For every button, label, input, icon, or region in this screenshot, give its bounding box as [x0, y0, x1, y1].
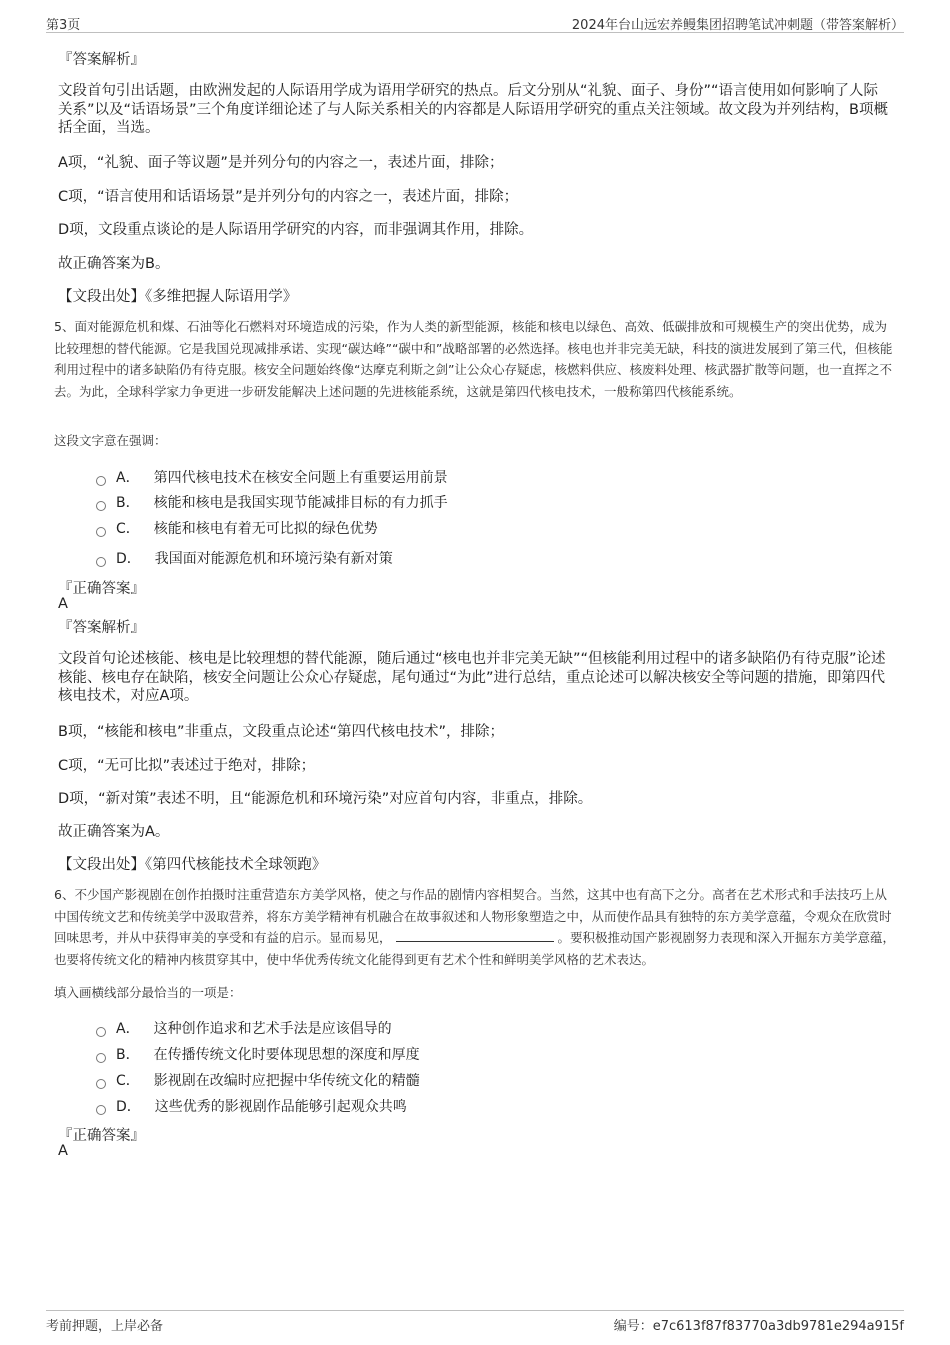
q6-answer-label: 『正确答案』	[58, 1128, 145, 1144]
q5-prompt: 这段文字意在强调：	[54, 433, 167, 448]
radio-icon[interactable]	[96, 557, 106, 567]
q6-question-text	[54, 884, 899, 970]
q4-analysis-label: 『答案解析』	[58, 52, 145, 68]
q6-option-b[interactable]	[96, 1044, 420, 1064]
q6-option-c-text: 影视剧在改编时应把握中华传统文化的精髓	[153, 1073, 420, 1089]
document-code: 编号：e7c613f87f83770a3db9781e294a915f	[613, 1319, 904, 1334]
q5-option-b-text: 核能和核电是我国实现节能减排目标的有力抓手	[153, 495, 448, 511]
document-title: 2024年台山远宏养鳗集团招聘笔试冲刺题（带答案解析）	[571, 18, 904, 33]
q5-conclusion: 故正确答案为A。	[58, 824, 170, 840]
q6-option-a-text: 这种创作追求和艺术手法是应该倡导的	[153, 1021, 392, 1037]
page-header	[46, 12, 904, 33]
q5-option-c[interactable]	[96, 518, 378, 538]
q5-answer: A	[58, 596, 68, 612]
q6-option-d[interactable]	[96, 1096, 407, 1116]
q6-option-a[interactable]	[96, 1018, 392, 1038]
q5-analysis-text: 文段首句论述核能、核电是比较理想的替代能源，随后通过“核电也并非完美无缺”“但核能利用过程中的诸多缺陷仍有待克服”论述核能、核电存在缺陷，核安全问题让公众心存疑虑，尾句通过“为此”进行总结，重点论述可以解决核安全等问题的措施，即第四代核电技术，对应A项。	[58, 651, 886, 704]
q4-conclusion: 故正确答案为B。	[58, 256, 170, 272]
q5-analysis-option-c: C项，“无可比拟”表述过于绝对，排除；	[58, 758, 316, 774]
q5-option-d[interactable]	[96, 548, 393, 568]
q5-source: 【文段出处】《第四代核能技术全球领跑》	[58, 857, 327, 873]
q5-option-c-text: 核能和核电有着无可比拟的绿色优势	[153, 521, 378, 537]
q4-analysis-option-a: A项，“礼貌、面子等议题”是并列分句的内容之一，表述片面，排除；	[58, 155, 504, 171]
q6-prompt: 填入画横线部分最恰当的一项是：	[54, 985, 242, 1000]
q5-question-text: 5、面对能源危机和煤、石油等化石燃料对环境造成的污染，作为人类的新型能源，核能和核电以绿色、高效、低碳排放和可规模生产的突出优势，成为比较理想的替代能源。它是我国兑现减排承诺、实现“碳达峰”“碳中和”战略部署的必然选择。核电也并非完美无缺，科技的演进发展到了第三代，但核能利用过程中的诸多缺陷仍有待克服。核安全问题始终像“达摩克利斯之剑”让公众心存疑虑，核燃料供应、核废料处理、核武器扩散等问题，也一直挥之不去。为此，全球科学家力争更进一步研发能解决上述问题的先进核能系统，这就是第四代核电技术，一般称第四代核能系统。	[54, 319, 893, 399]
q6-option-b-letter: B．	[116, 1047, 140, 1063]
radio-icon[interactable]	[96, 1079, 106, 1089]
q5-analysis-option-b: B项，“核能和核电”非重点，文段重点论述“第四代核电技术”，排除；	[58, 724, 504, 740]
q6-answer: A	[58, 1143, 68, 1159]
radio-icon[interactable]	[96, 1105, 106, 1115]
page-number: 第3页	[46, 18, 81, 33]
radio-icon[interactable]	[96, 1053, 106, 1063]
q6-option-a-letter: A．	[116, 1021, 140, 1037]
q5-option-b[interactable]	[96, 492, 448, 512]
footer-slogan: 考前押题，上岸必备	[46, 1319, 164, 1334]
q6-text-after: 。要积极推动国产影视剧努力表现和深入开掘东方美学意蕴，也要将传统文化的精神内核贯穿其中，使中华优秀传统文化能得到更有艺术个性和鲜明美学风格的艺术表达。	[54, 930, 896, 967]
q5-option-c-letter: C．	[116, 521, 140, 537]
page-footer	[46, 1310, 904, 1333]
radio-icon[interactable]	[96, 527, 106, 537]
q5-analysis-option-d: D项，“新对策”表述不明，且“能源危机和环境污染”对应首句内容，非重点，排除。	[58, 791, 593, 807]
q5-option-b-letter: B．	[116, 495, 140, 511]
q5-option-d-letter: D．	[116, 551, 141, 567]
q6-option-c[interactable]	[96, 1070, 420, 1090]
q5-option-a-letter: A．	[116, 470, 140, 486]
q4-analysis-option-c: C项，“语言使用和话语场景”是并列分句的内容之一，表述片面，排除；	[58, 189, 519, 205]
radio-icon[interactable]	[96, 476, 106, 486]
q6-text-before: 6、不少国产影视剧在创作拍摄时注重营造东方美学风格，使之与作品的剧情内容相契合。当然，这其中也有高下之分。高者在艺术形式和手法技巧上从中国传统文艺和传统美学中汲取营养，将东方美学精神有机融合在故事叙述和人物形象塑造之中，从而使作品具有独特的东方美学意蕴，令观众在欣赏时回味思考，并从中获得审美的享受和有益的启示。显而易见，	[54, 887, 892, 945]
fill-blank	[396, 929, 554, 942]
q6-option-b-text: 在传播传统文化时要体现思想的深度和厚度	[153, 1047, 420, 1063]
q6-option-c-letter: C．	[116, 1073, 140, 1089]
q5-analysis-label: 『答案解析』	[58, 620, 145, 636]
q4-source: 【文段出处】《多维把握人际语用学》	[58, 289, 298, 305]
radio-icon[interactable]	[96, 1027, 106, 1037]
q4-analysis-option-d: D项，文段重点谈论的是人际语用学研究的内容，而非强调其作用，排除。	[58, 222, 534, 238]
q4-analysis-text: 文段首句引出话题，由欧洲发起的人际语用学成为语用学研究的热点。后文分别从“礼貌、面子、身份”“语言使用如何影响了人际关系”以及“话语场景”三个角度详细论述了与人际关系相关的内容都是人际语用学研究的重点关注领域。故文段为并列结构，B项概括全面，当选。	[58, 83, 888, 136]
q5-option-d-text: 我国面对能源危机和环境污染有新对策	[154, 551, 393, 567]
q5-answer-label: 『正确答案』	[58, 581, 145, 597]
q6-option-d-text: 这些优秀的影视剧作品能够引起观众共鸣	[154, 1099, 407, 1115]
q5-option-a-text: 第四代核电技术在核安全问题上有重要运用前景	[153, 470, 448, 486]
q5-option-a[interactable]	[96, 467, 448, 487]
radio-icon[interactable]	[96, 501, 106, 511]
q6-option-d-letter: D．	[116, 1099, 141, 1115]
